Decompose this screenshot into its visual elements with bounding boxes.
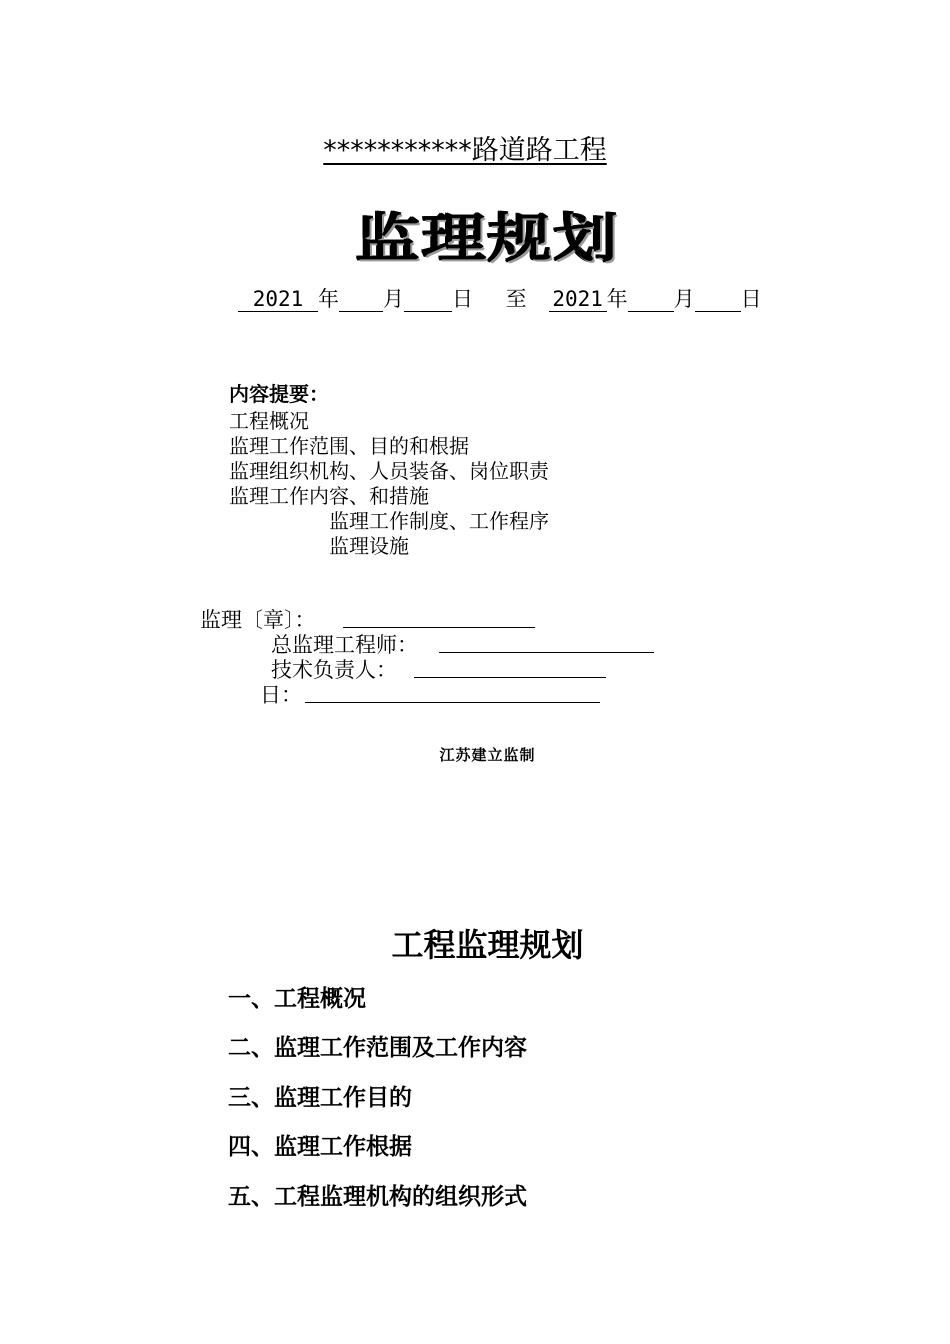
chief-engineer-label: 总监理工程师： <box>271 633 418 657</box>
summary-item: 监理工作内容、和措施 <box>229 484 429 508</box>
toc-item: 四、监理工作根据 <box>228 1134 412 1160</box>
technical-lead-label: 技术负责人： <box>271 658 397 682</box>
supervision-seal-line <box>343 627 535 628</box>
project-name: ***********路道路工程 <box>323 135 607 166</box>
toc-item: 二、监理工作范围及工作内容 <box>228 1035 527 1061</box>
supervision-seal-label: 监理〔章〕： <box>200 608 316 632</box>
summary-item: 监理工作范围、目的和根据 <box>229 434 469 458</box>
summary-item: 工程概况 <box>229 409 309 433</box>
start-day-blank <box>404 287 452 312</box>
signature-date-label: 日： <box>260 683 302 707</box>
end-month-char: 月 <box>673 287 695 311</box>
toc-item: 三、监理工作目的 <box>228 1085 412 1111</box>
chief-engineer-line <box>439 652 654 653</box>
start-day-char: 日 <box>452 287 473 311</box>
signature-date-line <box>305 702 600 703</box>
end-month-blank <box>628 287 674 312</box>
summary-item: 监理工作制度、工作程序 <box>329 509 549 533</box>
technical-lead-line <box>414 677 606 678</box>
date-range <box>238 283 762 313</box>
plan-title: 工程监理规划 <box>391 926 584 964</box>
summary-heading: 内容提要： <box>229 382 329 406</box>
start-month-char: 月 <box>383 287 404 311</box>
start-year-char: 年 <box>318 287 339 311</box>
toc-item: 五、工程监理机构的组织形式 <box>228 1184 527 1210</box>
organization-name: 江苏建立监制 <box>439 746 536 764</box>
toc-item: 一、工程概况 <box>228 986 366 1012</box>
start-year: 2021 <box>238 287 318 312</box>
to-char: 至 <box>505 287 527 311</box>
summary-item: 监理设施 <box>329 534 409 558</box>
cover-title: 监理规划 <box>355 208 620 270</box>
end-year-char: 年 <box>606 287 628 311</box>
end-day-blank <box>695 287 741 312</box>
start-month-blank <box>339 287 383 312</box>
end-year: 2021 <box>549 287 607 312</box>
summary-item: 监理组织机构、人员装备、岗位职责 <box>229 459 549 483</box>
end-day-char: 日 <box>740 287 762 311</box>
